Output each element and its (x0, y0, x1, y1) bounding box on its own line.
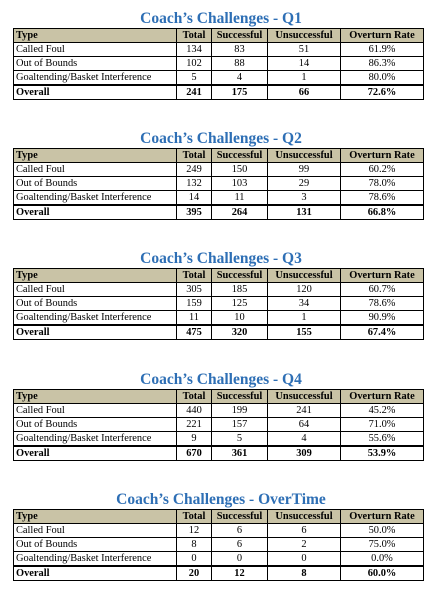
cell-overturn-rate: 60.2% (341, 163, 424, 177)
cell-overturn-rate: 86.3% (341, 57, 424, 71)
total-unsuccessful: 8 (268, 566, 341, 581)
total-row (14, 446, 424, 461)
cell-successful: 125 (212, 297, 268, 311)
section-q1 (0, 9, 442, 100)
header-type: Type (14, 390, 177, 404)
cell-type: Called Foul (14, 43, 177, 57)
cell-type: Goaltending/Basket Interference (14, 432, 177, 447)
cell-successful: 103 (212, 177, 268, 191)
total-label: Overall (14, 205, 177, 220)
cell-type: Called Foul (14, 524, 177, 538)
total-total: 475 (177, 325, 212, 340)
header-total: Total (177, 149, 212, 163)
cell-unsuccessful: 1 (268, 71, 341, 86)
cell-unsuccessful: 241 (268, 404, 341, 418)
section-overtime (0, 490, 442, 581)
cell-successful: 6 (212, 538, 268, 552)
total-overturn-rate: 60.0% (341, 566, 424, 581)
cell-total: 8 (177, 538, 212, 552)
section-q3 (0, 249, 442, 340)
cell-total: 132 (177, 177, 212, 191)
cell-unsuccessful: 99 (268, 163, 341, 177)
cell-total: 5 (177, 71, 212, 86)
header-row (14, 269, 424, 283)
cell-overturn-rate: 80.0% (341, 71, 424, 86)
cell-overturn-rate: 75.0% (341, 538, 424, 552)
cell-overturn-rate: 45.2% (341, 404, 424, 418)
cell-unsuccessful: 3 (268, 191, 341, 206)
cell-type: Called Foul (14, 404, 177, 418)
table-row (14, 418, 424, 432)
cell-overturn-rate: 55.6% (341, 432, 424, 447)
header-successful: Successful (212, 390, 268, 404)
total-label: Overall (14, 325, 177, 340)
cell-type: Goaltending/Basket Interference (14, 552, 177, 567)
challenge-table (13, 28, 424, 100)
table-row (14, 71, 424, 86)
cell-total: 9 (177, 432, 212, 447)
section-title: Coach’s Challenges - Q4 (140, 371, 302, 388)
total-overturn-rate: 67.4% (341, 325, 424, 340)
cell-unsuccessful: 29 (268, 177, 341, 191)
section-title: Coach’s Challenges - Q2 (140, 130, 302, 147)
header-successful: Successful (212, 29, 268, 43)
cell-successful: 11 (212, 191, 268, 206)
cell-overturn-rate: 50.0% (341, 524, 424, 538)
cell-unsuccessful: 6 (268, 524, 341, 538)
table-row (14, 524, 424, 538)
total-total: 241 (177, 85, 212, 100)
table-row (14, 191, 424, 206)
challenge-table (13, 268, 424, 340)
total-row (14, 85, 424, 100)
header-overturn-rate: Overturn Rate (341, 510, 424, 524)
cell-unsuccessful: 51 (268, 43, 341, 57)
cell-total: 12 (177, 524, 212, 538)
cell-total: 11 (177, 311, 212, 326)
total-row (14, 325, 424, 340)
section-title: Coach’s Challenges - Q1 (140, 10, 302, 27)
header-overturn-rate: Overturn Rate (341, 29, 424, 43)
cell-overturn-rate: 0.0% (341, 552, 424, 567)
cell-total: 102 (177, 57, 212, 71)
total-total: 395 (177, 205, 212, 220)
header-type: Type (14, 269, 177, 283)
header-unsuccessful: Unsuccessful (268, 29, 341, 43)
cell-unsuccessful: 4 (268, 432, 341, 447)
total-successful: 12 (212, 566, 268, 581)
cell-successful: 10 (212, 311, 268, 326)
cell-type: Called Foul (14, 283, 177, 297)
header-overturn-rate: Overturn Rate (341, 269, 424, 283)
table-row (14, 177, 424, 191)
cell-successful: 83 (212, 43, 268, 57)
cell-overturn-rate: 60.7% (341, 283, 424, 297)
total-label: Overall (14, 446, 177, 461)
header-total: Total (177, 510, 212, 524)
cell-overturn-rate: 90.9% (341, 311, 424, 326)
cell-type: Goaltending/Basket Interference (14, 191, 177, 206)
cell-successful: 157 (212, 418, 268, 432)
cell-total: 305 (177, 283, 212, 297)
section-q2 (0, 129, 442, 220)
total-successful: 264 (212, 205, 268, 220)
header-successful: Successful (212, 149, 268, 163)
header-row (14, 149, 424, 163)
cell-unsuccessful: 120 (268, 283, 341, 297)
challenge-table (13, 509, 424, 581)
cell-type: Out of Bounds (14, 297, 177, 311)
header-total: Total (177, 29, 212, 43)
total-unsuccessful: 131 (268, 205, 341, 220)
table-row (14, 552, 424, 567)
cell-overturn-rate: 78.6% (341, 191, 424, 206)
header-unsuccessful: Unsuccessful (268, 390, 341, 404)
header-total: Total (177, 390, 212, 404)
cell-successful: 5 (212, 432, 268, 447)
table-row (14, 163, 424, 177)
header-unsuccessful: Unsuccessful (268, 269, 341, 283)
total-successful: 320 (212, 325, 268, 340)
table-row (14, 311, 424, 326)
cell-type: Out of Bounds (14, 177, 177, 191)
total-unsuccessful: 66 (268, 85, 341, 100)
header-type: Type (14, 29, 177, 43)
challenge-table (13, 148, 424, 220)
section-q4 (0, 370, 442, 461)
cell-type: Out of Bounds (14, 57, 177, 71)
cell-unsuccessful: 1 (268, 311, 341, 326)
total-successful: 175 (212, 85, 268, 100)
header-type: Type (14, 510, 177, 524)
total-label: Overall (14, 566, 177, 581)
header-row (14, 29, 424, 43)
header-successful: Successful (212, 510, 268, 524)
total-total: 670 (177, 446, 212, 461)
cell-successful: 4 (212, 71, 268, 86)
cell-successful: 199 (212, 404, 268, 418)
cell-type: Out of Bounds (14, 418, 177, 432)
header-row (14, 390, 424, 404)
cell-overturn-rate: 71.0% (341, 418, 424, 432)
table-row (14, 538, 424, 552)
cell-total: 249 (177, 163, 212, 177)
cell-total: 14 (177, 191, 212, 206)
header-type: Type (14, 149, 177, 163)
header-overturn-rate: Overturn Rate (341, 390, 424, 404)
header-unsuccessful: Unsuccessful (268, 510, 341, 524)
table-row (14, 297, 424, 311)
cell-successful: 88 (212, 57, 268, 71)
table-row (14, 404, 424, 418)
total-row (14, 205, 424, 220)
cell-type: Goaltending/Basket Interference (14, 311, 177, 326)
cell-type: Goaltending/Basket Interference (14, 71, 177, 86)
total-unsuccessful: 309 (268, 446, 341, 461)
header-overturn-rate: Overturn Rate (341, 149, 424, 163)
cell-successful: 185 (212, 283, 268, 297)
section-title: Coach’s Challenges - OverTime (116, 491, 326, 508)
total-row (14, 566, 424, 581)
table-row (14, 57, 424, 71)
section-title: Coach’s Challenges - Q3 (140, 250, 302, 267)
cell-successful: 150 (212, 163, 268, 177)
total-total: 20 (177, 566, 212, 581)
cell-total: 134 (177, 43, 212, 57)
header-total: Total (177, 269, 212, 283)
table-row (14, 432, 424, 447)
header-successful: Successful (212, 269, 268, 283)
header-unsuccessful: Unsuccessful (268, 149, 341, 163)
cell-successful: 6 (212, 524, 268, 538)
total-overturn-rate: 66.8% (341, 205, 424, 220)
cell-unsuccessful: 64 (268, 418, 341, 432)
header-row (14, 510, 424, 524)
cell-overturn-rate: 61.9% (341, 43, 424, 57)
cell-unsuccessful: 14 (268, 57, 341, 71)
total-label: Overall (14, 85, 177, 100)
cell-type: Called Foul (14, 163, 177, 177)
cell-unsuccessful: 0 (268, 552, 341, 567)
cell-unsuccessful: 34 (268, 297, 341, 311)
challenge-table (13, 389, 424, 461)
cell-successful: 0 (212, 552, 268, 567)
cell-total: 159 (177, 297, 212, 311)
total-successful: 361 (212, 446, 268, 461)
cell-unsuccessful: 2 (268, 538, 341, 552)
total-overturn-rate: 72.6% (341, 85, 424, 100)
cell-total: 0 (177, 552, 212, 567)
cell-overturn-rate: 78.6% (341, 297, 424, 311)
total-unsuccessful: 155 (268, 325, 341, 340)
table-row (14, 283, 424, 297)
total-overturn-rate: 53.9% (341, 446, 424, 461)
table-row (14, 43, 424, 57)
cell-total: 440 (177, 404, 212, 418)
cell-total: 221 (177, 418, 212, 432)
cell-overturn-rate: 78.0% (341, 177, 424, 191)
cell-type: Out of Bounds (14, 538, 177, 552)
